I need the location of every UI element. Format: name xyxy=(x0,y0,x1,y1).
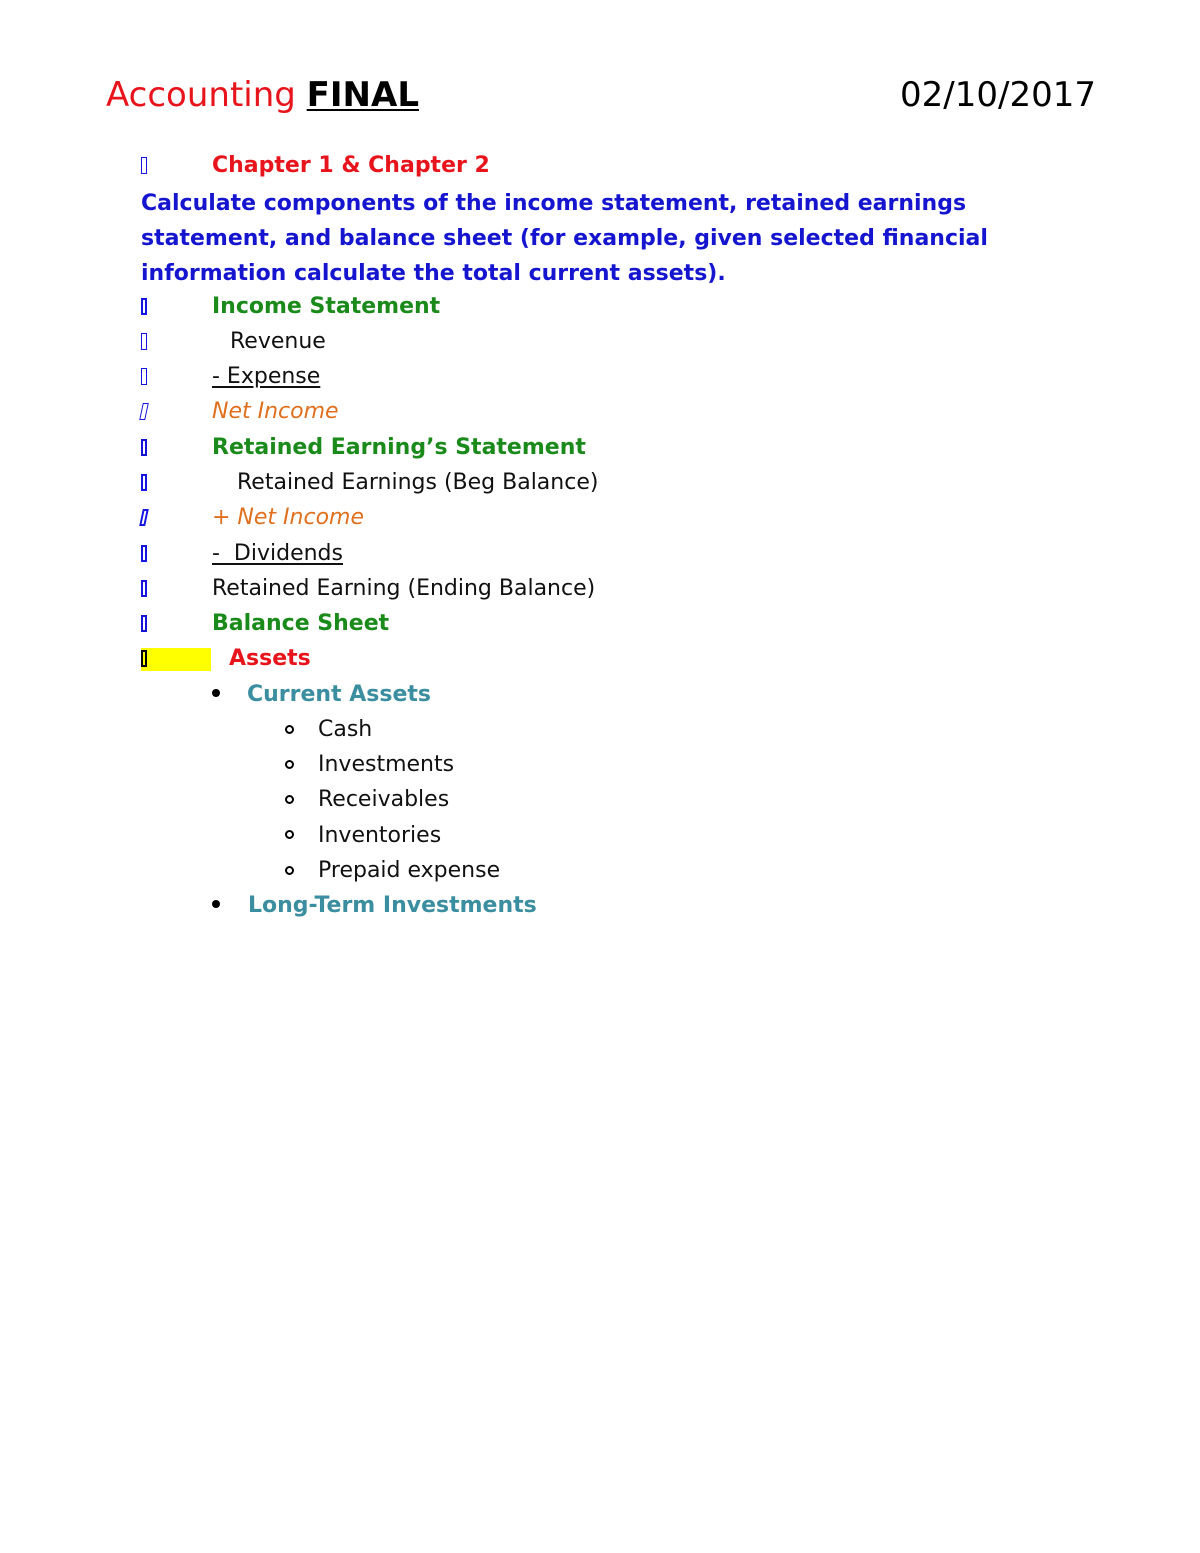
list-marker-icon xyxy=(141,292,153,322)
instruction-paragraph: Calculate components of the income statement, retained earnings statement, and balance sheet (for example, given selected financial information calculate the total current assets). xyxy=(141,191,988,286)
bullet-icon xyxy=(212,689,220,697)
title-line xyxy=(106,72,1096,118)
dividends-label: - Dividends xyxy=(212,541,343,566)
list-marker-icon xyxy=(141,609,153,639)
net-income-label: Net Income xyxy=(212,399,339,424)
list-marker-icon xyxy=(141,539,153,569)
long-term-investments-heading: Long-Term Investments xyxy=(248,893,537,918)
revenue-label: Revenue xyxy=(230,329,326,354)
circle-bullet-icon xyxy=(285,866,294,875)
list-marker-icon xyxy=(141,433,153,463)
beg-balance-label: Retained Earnings (Beg Balance) xyxy=(237,470,599,495)
circle-bullet-icon xyxy=(285,830,294,839)
title-date: 02/10/2017 xyxy=(900,75,1096,115)
expense-label: - Expense xyxy=(212,364,321,389)
chapter-heading: Chapter 1 & Chapter 2 xyxy=(212,153,490,178)
plus-net-income-label: + Net Income xyxy=(212,505,364,530)
list-marker-icon xyxy=(141,644,153,674)
income-statement-heading: Income Statement xyxy=(212,294,441,319)
ending-balance-label: Retained Earning (Ending Balance) xyxy=(212,576,596,601)
list-marker-icon xyxy=(141,327,153,357)
title-accounting: Accounting xyxy=(106,75,296,115)
list-marker-icon xyxy=(141,503,153,533)
list-marker-icon xyxy=(141,151,153,181)
circle-bullet-icon xyxy=(285,725,294,734)
list-marker-icon xyxy=(141,468,153,498)
retained-earnings-heading: Retained Earning’s Statement xyxy=(212,435,586,460)
circle-bullet-icon xyxy=(285,760,294,769)
current-asset-cash: Cash xyxy=(318,717,373,742)
list-marker-icon xyxy=(141,397,153,427)
assets-heading: Assets xyxy=(229,646,311,671)
balance-sheet-heading: Balance Sheet xyxy=(212,611,390,636)
bullet-icon xyxy=(212,900,220,908)
current-asset-investments: Investments xyxy=(318,752,455,777)
list-marker-icon xyxy=(141,574,153,604)
current-assets-heading: Current Assets xyxy=(247,682,432,707)
current-asset-prepaid-expense: Prepaid expense xyxy=(318,858,501,883)
current-asset-inventories: Inventories xyxy=(318,823,442,848)
page-title xyxy=(106,72,419,118)
title-final: FINAL xyxy=(306,75,419,115)
list-marker-icon xyxy=(141,362,153,392)
current-asset-receivables: Receivables xyxy=(318,787,450,812)
circle-bullet-icon xyxy=(285,795,294,804)
